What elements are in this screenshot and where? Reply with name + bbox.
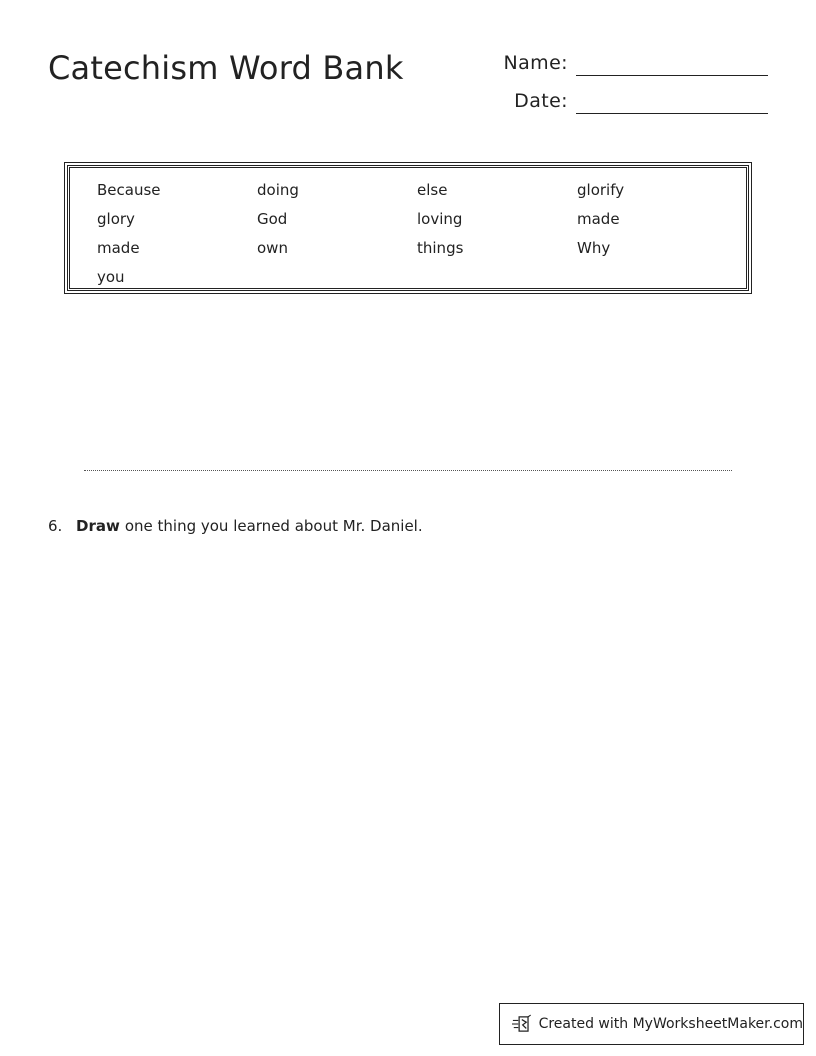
word-bank-word: Because — [97, 181, 161, 199]
footer-text: Created with MyWorksheetMaker.com — [538, 1016, 803, 1032]
word-bank-word: doing — [257, 181, 299, 199]
question-text: one thing you learned about Mr. Daniel. — [124, 517, 423, 535]
date-line[interactable] — [576, 113, 768, 114]
worksheet-maker-logo-icon — [512, 1013, 532, 1035]
date-label: Date: — [514, 90, 568, 112]
word-bank-grid — [97, 176, 737, 292]
question-verb: Draw — [76, 517, 120, 535]
question-6 — [48, 515, 423, 537]
footer-badge[interactable] — [499, 1003, 804, 1045]
word-bank-word: else — [417, 181, 448, 199]
word-bank-word: loving — [417, 210, 463, 228]
answer-line[interactable] — [84, 470, 732, 471]
page-title: Catechism Word Bank — [48, 49, 404, 87]
name-label: Name: — [503, 52, 568, 74]
word-bank-word: Why — [577, 239, 611, 257]
word-bank-word: things — [417, 239, 464, 257]
name-line[interactable] — [576, 75, 768, 76]
question-number: 6. — [48, 517, 63, 535]
word-bank-word: made — [577, 210, 620, 228]
name-field — [504, 50, 768, 76]
word-bank-word: made — [97, 239, 140, 257]
word-bank-word: glory — [97, 210, 135, 228]
word-bank-word: you — [97, 268, 125, 286]
word-bank-box — [64, 162, 752, 294]
word-bank-word: God — [257, 210, 288, 228]
word-bank-word: own — [257, 239, 288, 257]
word-bank-word: glorify — [577, 181, 625, 199]
date-field — [514, 88, 768, 114]
